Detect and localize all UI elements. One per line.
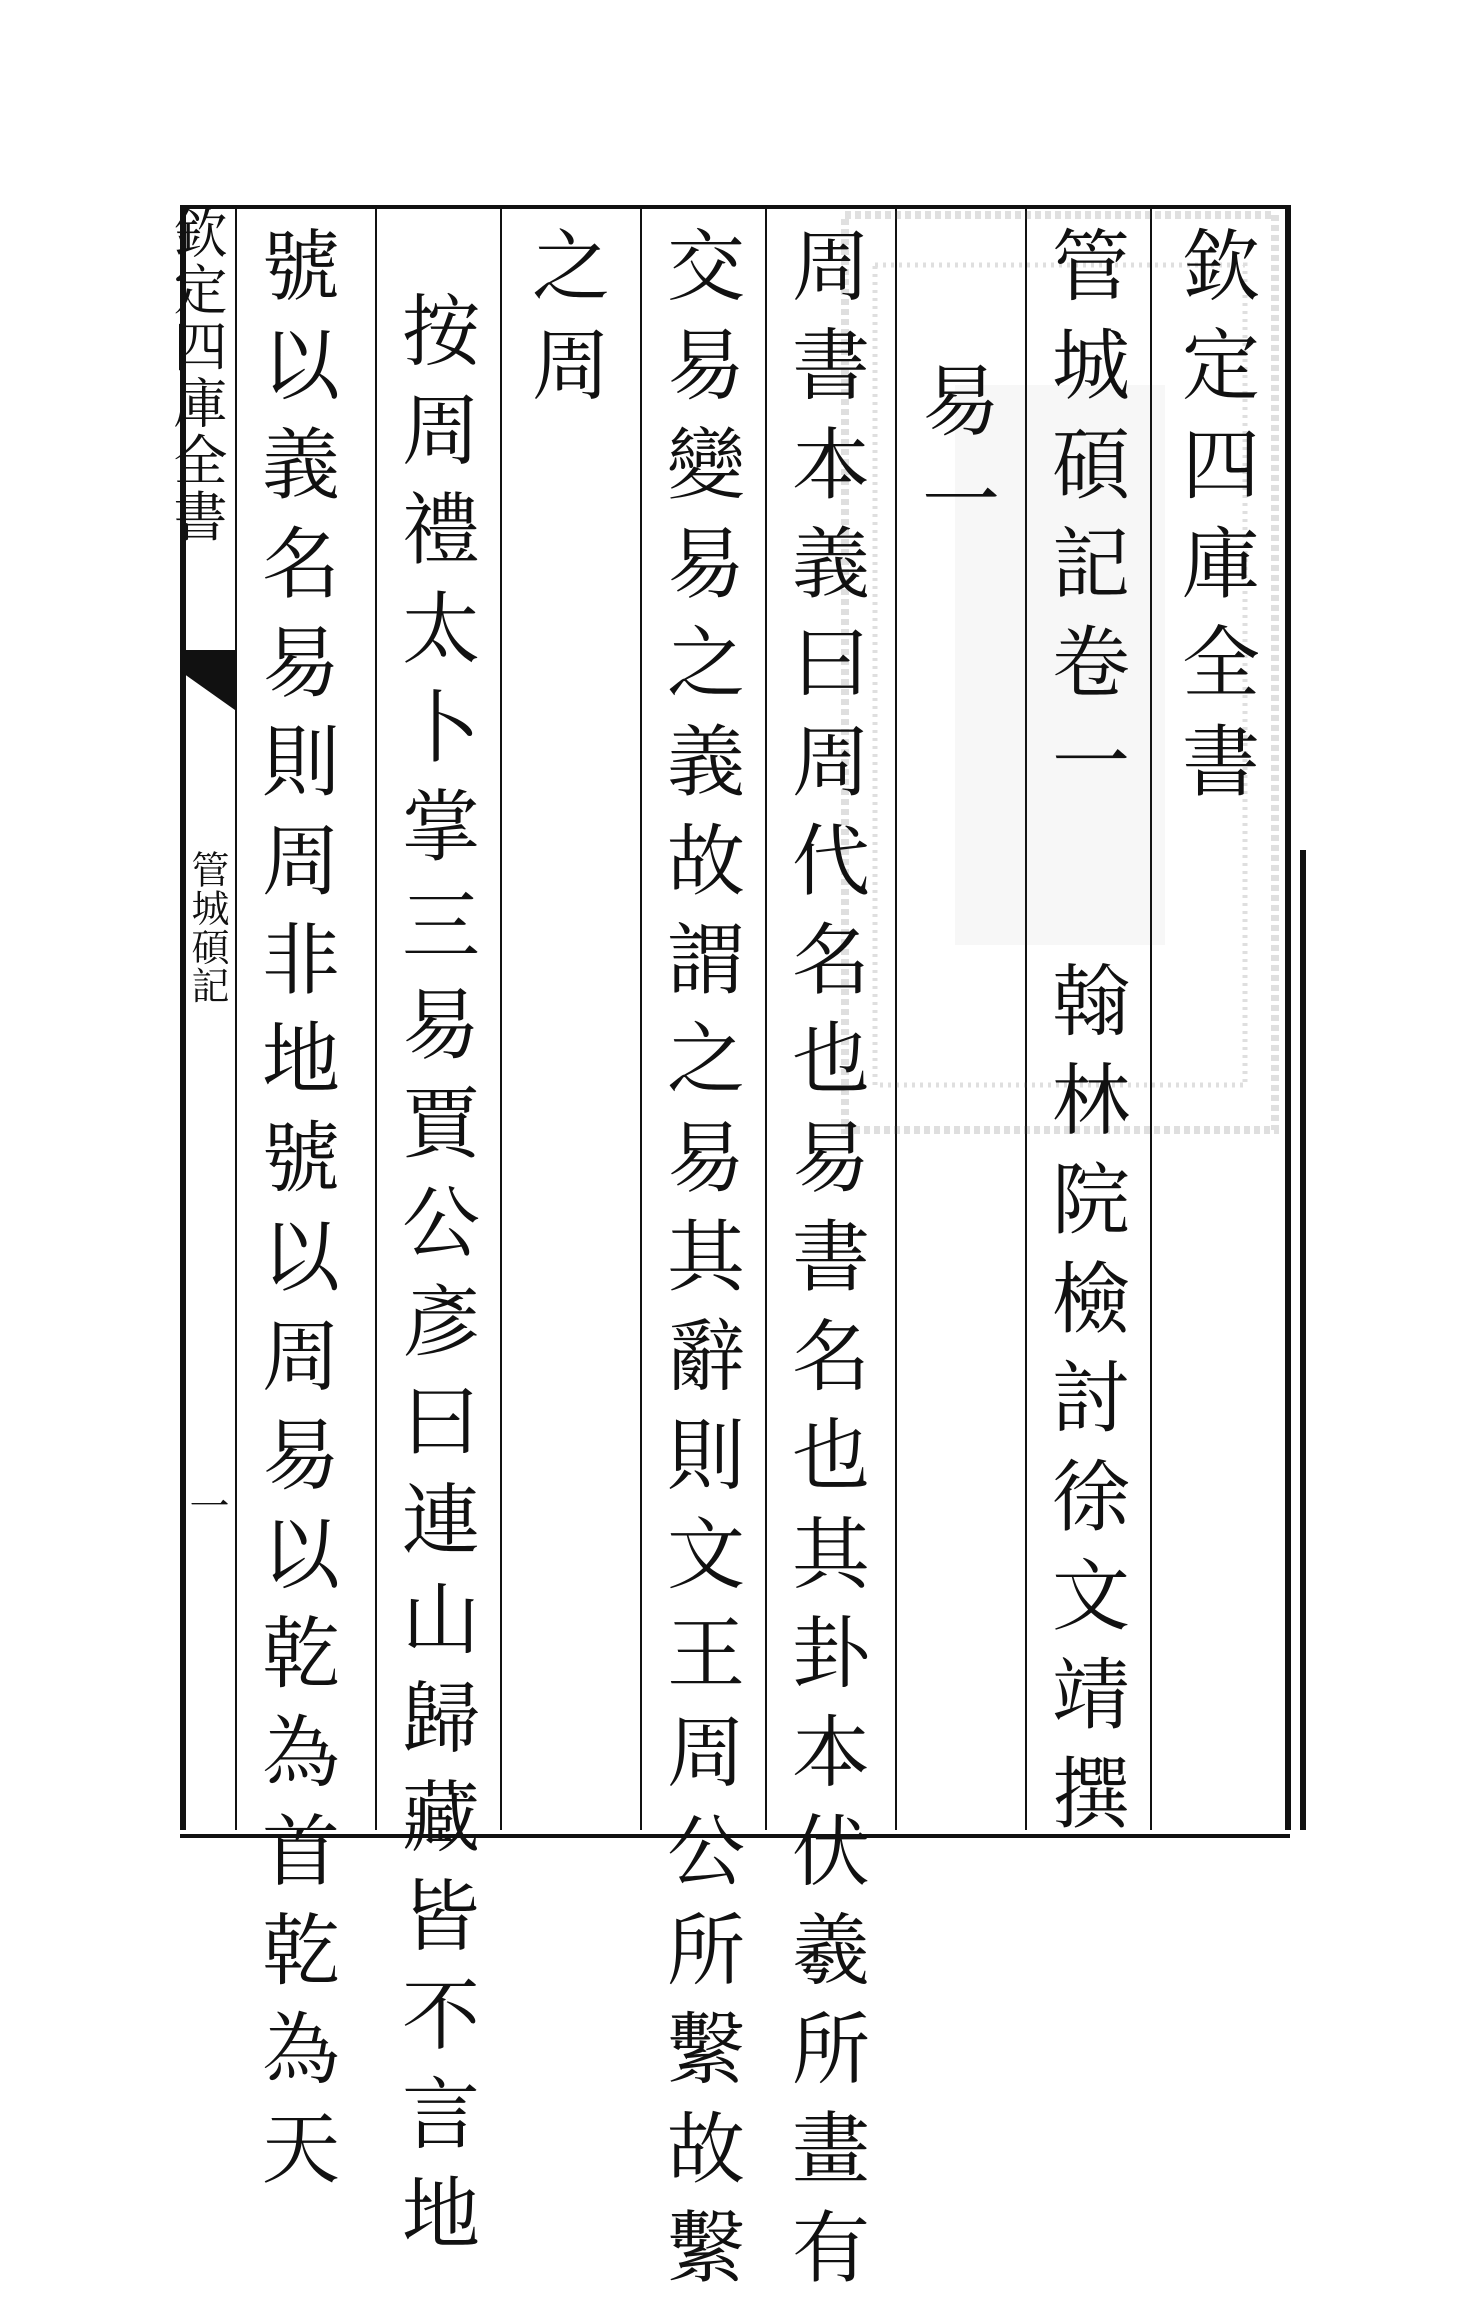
column-rule-line bbox=[640, 205, 642, 1830]
text-column-body: 周書本義曰周代名也易書名也其卦本伏羲所畫有 bbox=[779, 225, 869, 2305]
column-rule-line bbox=[1150, 205, 1152, 1830]
column-rule-line bbox=[375, 205, 377, 1830]
text-column-body: 交易變易之義故謂之易其辭則文王周公所繫故繫 bbox=[654, 225, 744, 2305]
text-column-author: 翰林院檢討徐文靖撰 bbox=[1039, 960, 1129, 1852]
margin-page-number: 一 bbox=[183, 1485, 229, 1525]
text-column-body: 之周 bbox=[519, 225, 609, 424]
column-rule-line bbox=[765, 205, 767, 1830]
column-rule-line bbox=[500, 205, 502, 1830]
outer-right-border bbox=[1285, 205, 1291, 1830]
margin-divider-line bbox=[235, 205, 237, 1830]
text-column-commentary: 號以義名易則周非地號以周易以乾為首乾為天 bbox=[249, 225, 339, 2207]
column-rule-line bbox=[1025, 205, 1027, 1830]
text-column-section-heading: 易一 bbox=[909, 360, 999, 559]
text-column-series-title: 欽定四庫全書 bbox=[1169, 225, 1259, 820]
column-rule-line bbox=[895, 205, 897, 1830]
margin-book-title: 管城碩記 bbox=[185, 850, 229, 1006]
text-column-commentary: 按周禮太卜掌三易賈公彥曰連山歸藏皆不言地 bbox=[389, 290, 479, 2272]
right-edge-bar bbox=[1300, 850, 1306, 1830]
text-column-volume-title: 管城碩記卷一 bbox=[1039, 225, 1129, 820]
margin-series-title: 欽定四庫全書 bbox=[165, 205, 228, 546]
